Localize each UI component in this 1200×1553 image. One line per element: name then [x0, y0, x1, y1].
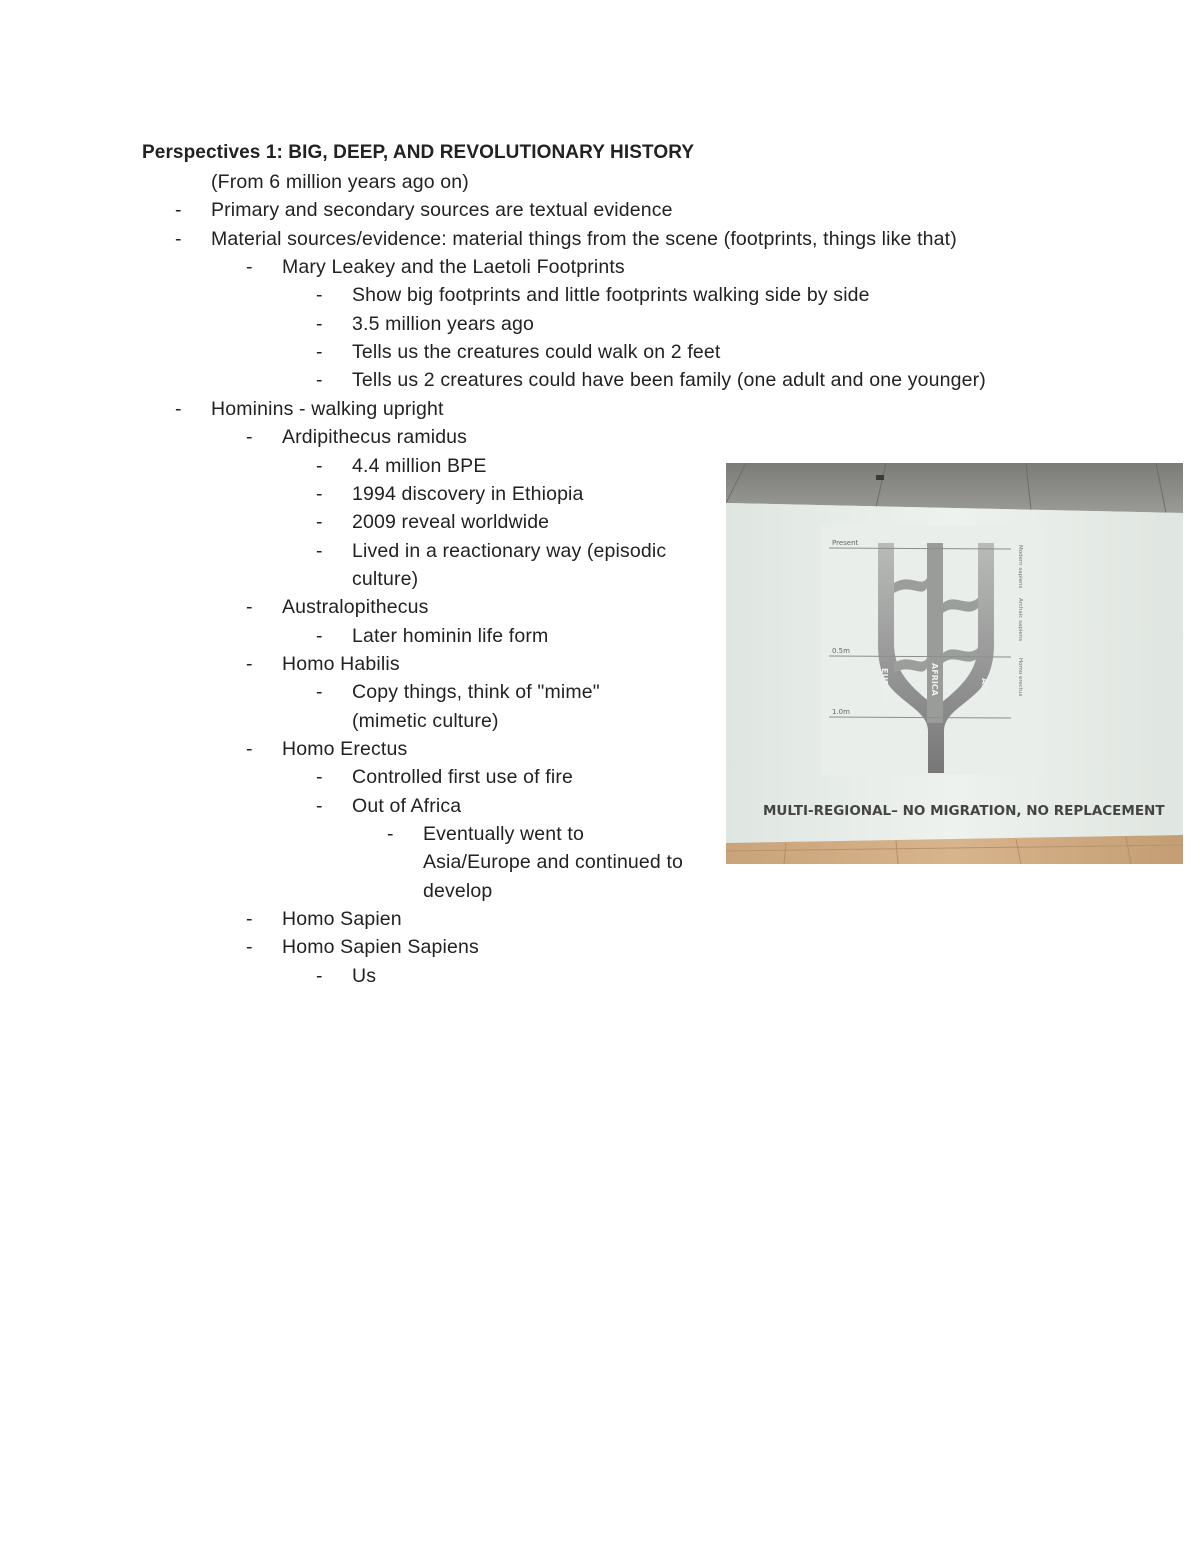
note-line: Ardipithecus ramidus — [282, 426, 468, 449]
bullet-dash: - — [316, 369, 323, 392]
bullet-dash: - — [316, 341, 323, 364]
note-line: culture) — [352, 567, 419, 590]
time-label-one: 1.0m — [832, 708, 850, 716]
note-line: Primary and secondary sources are textual evidence — [211, 199, 673, 222]
note-line: Material sources/evidence: material things from the scene (footprints, things like that) — [211, 227, 957, 250]
note-line: 1994 discovery in Ethiopia — [352, 482, 584, 505]
bullet-dash: - — [246, 738, 253, 760]
side-label-modern: Modern sapiens — [1017, 545, 1023, 589]
note-line: Asia/Europe and continued to — [423, 851, 684, 874]
note-line: Homo Sapien Sapiens — [282, 936, 479, 959]
note-line: Out of Africa — [352, 794, 462, 817]
note-line: Mary Leakey and the Laetoli Footprints — [282, 256, 625, 279]
note-line: Eventually went to — [423, 823, 584, 846]
note-line: Hominins - walking upright — [211, 397, 444, 420]
note-line: Lived in a reactionary way (episodic — [352, 539, 667, 562]
bullet-dash: - — [316, 624, 323, 647]
bullet-dash: - — [246, 936, 253, 959]
bullet-dash: - — [316, 312, 323, 335]
bullet-dash: - — [316, 482, 323, 505]
side-label-erectus: Homo erectus — [1017, 658, 1023, 697]
bullet-dash: - — [316, 539, 323, 562]
bullet-dash: - — [316, 964, 323, 987]
note-line: 2009 reveal worldwide — [352, 511, 550, 534]
note-line: Australopithecus — [282, 596, 429, 619]
note-line: Tells us the creatures could walk on 2 feet — [352, 341, 721, 364]
note-line: 3.5 million years ago — [352, 312, 534, 335]
note-line: Tells us 2 creatures could have been family (one adult and one younger) — [352, 369, 986, 392]
bullet-dash: - — [387, 823, 394, 846]
note-line: Homo Sapien — [282, 908, 402, 931]
note-line: Controlled first use of fire — [352, 766, 573, 789]
bullet-dash: - — [246, 426, 253, 449]
lecture-slide-photo — [726, 463, 1183, 864]
bullet-dash: - — [246, 256, 253, 279]
bullet-dash: - — [316, 766, 323, 789]
note-line: (mimetic culture) — [352, 709, 499, 732]
slide-diagram-image — [726, 463, 1183, 864]
note-line: (From 6 million years ago on) — [211, 171, 469, 193]
note-line: Copy things, think of "mime" — [352, 681, 600, 704]
bullet-dash: - — [246, 596, 253, 619]
bullet-dash: - — [316, 454, 323, 477]
note-line: Us — [352, 964, 377, 987]
note-line: develop — [423, 879, 493, 902]
side-label-archaic: Archaic sapiens — [1017, 598, 1023, 642]
branch-label-asia: ASIA — [980, 678, 989, 700]
bullet-dash: - — [175, 227, 182, 250]
bullet-dash: - — [316, 794, 323, 817]
branch-label-europe: EUROPE — [880, 668, 889, 705]
bullet-dash: - — [316, 511, 323, 534]
time-label-present: Present — [832, 539, 859, 547]
note-line: Later hominin life form — [352, 624, 549, 647]
time-label-half: 0.5m — [832, 647, 850, 655]
bullet-dash: - — [175, 397, 182, 420]
note-line: Show big footprints and little footprints walking side by side — [352, 284, 870, 307]
note-line: 4.4 million BPE — [352, 454, 487, 477]
bullet-dash: - — [175, 199, 182, 222]
page-title: Perspectives 1: BIG, DEEP, AND REVOLUTIONARY HISTORY — [142, 142, 695, 163]
branch-label-africa: AFRICA — [930, 663, 939, 696]
bullet-dash: - — [246, 908, 253, 931]
note-line: Homo Erectus — [282, 738, 408, 760]
note-line: Homo Habilis — [282, 652, 400, 675]
bullet-dash: - — [316, 681, 323, 704]
slide-caption: MULTI-REGIONAL– NO MIGRATION, NO REPLACEMENT — [763, 803, 1165, 819]
bullet-dash: - — [246, 652, 253, 675]
bullet-dash: - — [316, 284, 323, 307]
